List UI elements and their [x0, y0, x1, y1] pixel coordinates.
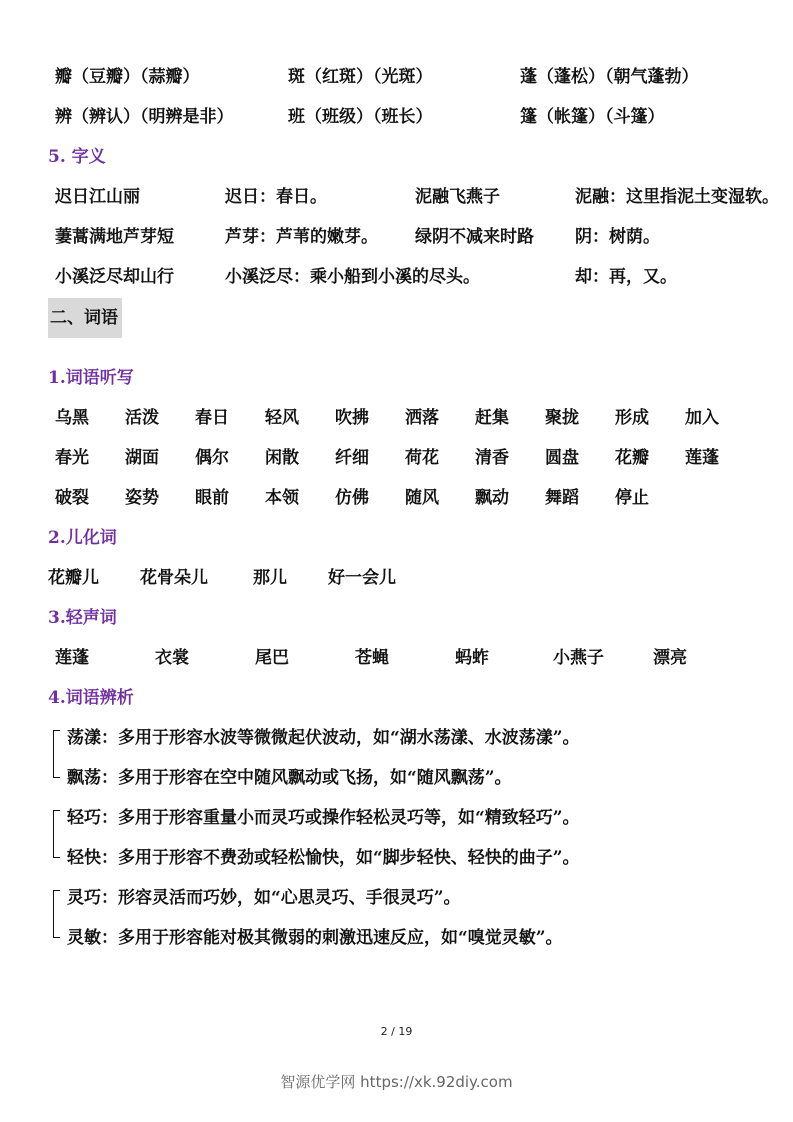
- word-meaning: 却：再，又。: [575, 267, 677, 287]
- dictation-word: 春光: [55, 448, 89, 468]
- meaning-heading: 5. 字义: [48, 147, 106, 167]
- dictation-word: 轻风: [265, 408, 299, 428]
- poem-line: 小溪泛尽却山行: [55, 267, 174, 287]
- dictation-word: 破裂: [55, 488, 89, 508]
- neutral-tone-word: 莲蓬: [55, 648, 89, 668]
- word-meaning: 芦芽：芦苇的嫩芽。: [225, 227, 378, 247]
- comparison-line: 荡漾：多用于形容水波等微微起伏波动，如“湖水荡漾、水波荡漾”。: [67, 728, 580, 748]
- neutral-tone-word: 小燕子: [553, 648, 604, 668]
- comparison-line: 灵巧：形容灵活而巧妙，如“心思灵巧、手很灵巧”。: [67, 888, 461, 908]
- poem-line: 绿阴不减来时路: [415, 227, 534, 247]
- dictation-word: 纤细: [335, 448, 369, 468]
- word-group: 蓬（蓬松）（朝气蓬勃）: [520, 67, 699, 87]
- comparison-line: 轻巧：多用于形容重量小而灵巧或操作轻松灵巧等，如“精致轻巧”。: [67, 808, 580, 828]
- word-meaning: 泥融：这里指泥土变湿软。: [575, 187, 779, 207]
- dictation-word: 眼前: [195, 488, 229, 508]
- dictation-word: 春日: [195, 408, 229, 428]
- dictation-word: 圆盘: [545, 448, 579, 468]
- section-title: 二、词语: [48, 298, 122, 338]
- erhua-word: 好一会儿: [328, 568, 396, 588]
- dictation-word: 洒落: [405, 408, 439, 428]
- neutral-tone-word: 衣裳: [155, 648, 189, 668]
- dictation-word: 赶集: [475, 408, 509, 428]
- dictation-word: 乌黑: [55, 408, 89, 428]
- dictation-word: 本领: [265, 488, 299, 508]
- erhua-word: 花瓣儿: [48, 568, 99, 588]
- neutral-tone-word: 尾巴: [255, 648, 289, 668]
- neutral-tone-heading: 3.轻声词: [48, 608, 117, 628]
- erhua-word: 那儿: [253, 568, 287, 588]
- word-meaning: 迟日：春日。: [225, 187, 327, 207]
- analysis-heading: 4.词语辨析: [48, 688, 134, 708]
- erhua-heading: 2.儿化词: [48, 528, 117, 548]
- word-meaning: 小溪泛尽：乘小船到小溪的尽头。: [225, 267, 480, 287]
- word-group: 班（班级）（班长）: [288, 107, 433, 127]
- dictation-heading: 1.词语听写: [48, 368, 134, 388]
- poem-line: 泥融飞燕子: [415, 187, 500, 207]
- neutral-tone-word: 苍蝇: [355, 648, 389, 668]
- dictation-word: 仿佛: [335, 488, 369, 508]
- comparison-bracket: [53, 730, 60, 778]
- comparison-line: 灵敏：多用于形容能对极其微弱的刺激迅速反应，如“嗅觉灵敏”。: [67, 928, 563, 948]
- dictation-word: 清香: [475, 448, 509, 468]
- dictation-word: 湖面: [125, 448, 159, 468]
- erhua-word: 花骨朵儿: [140, 568, 208, 588]
- dictation-word: 飘动: [475, 488, 509, 508]
- poem-line: 迟日江山丽: [55, 187, 140, 207]
- word-group: 篷（帐篷）（斗篷）: [520, 107, 665, 127]
- comparison-bracket: [53, 890, 60, 938]
- poem-line: 萋蒿满地芦芽短: [55, 227, 174, 247]
- word-meaning: 阴：树荫。: [575, 227, 660, 247]
- dictation-word: 偶尔: [195, 448, 229, 468]
- dictation-word: 聚拢: [545, 408, 579, 428]
- dictation-word: 随风: [405, 488, 439, 508]
- dictation-word: 停止: [615, 488, 649, 508]
- dictation-word: 形成: [615, 408, 649, 428]
- dictation-word: 活泼: [125, 408, 159, 428]
- comparison-bracket: [53, 810, 60, 858]
- word-group: 辨（辨认）（明辨是非）: [55, 107, 234, 127]
- site-watermark: 智源优学网 https://xk.92diy.com: [280, 1073, 513, 1091]
- word-group: 斑（红斑）（光斑）: [288, 67, 433, 87]
- dictation-word: 莲蓬: [685, 448, 719, 468]
- dictation-word: 舞蹈: [545, 488, 579, 508]
- dictation-word: 吹拂: [335, 408, 369, 428]
- dictation-word: 加入: [685, 408, 719, 428]
- comparison-line: 飘荡：多用于形容在空中随风飘动或飞扬，如“随风飘荡”。: [67, 768, 512, 788]
- dictation-word: 闲散: [265, 448, 299, 468]
- page-number: 2 / 19: [380, 1025, 413, 1038]
- dictation-word: 荷花: [405, 448, 439, 468]
- word-group: 瓣（豆瓣）（蒜瓣）: [55, 67, 200, 87]
- neutral-tone-word: 蚂蚱: [455, 648, 489, 668]
- dictation-word: 姿势: [125, 488, 159, 508]
- dictation-word: 花瓣: [615, 448, 649, 468]
- neutral-tone-word: 漂亮: [653, 648, 687, 668]
- comparison-line: 轻快：多用于形容不费劲或轻松愉快，如“脚步轻快、轻快的曲子”。: [67, 848, 580, 868]
